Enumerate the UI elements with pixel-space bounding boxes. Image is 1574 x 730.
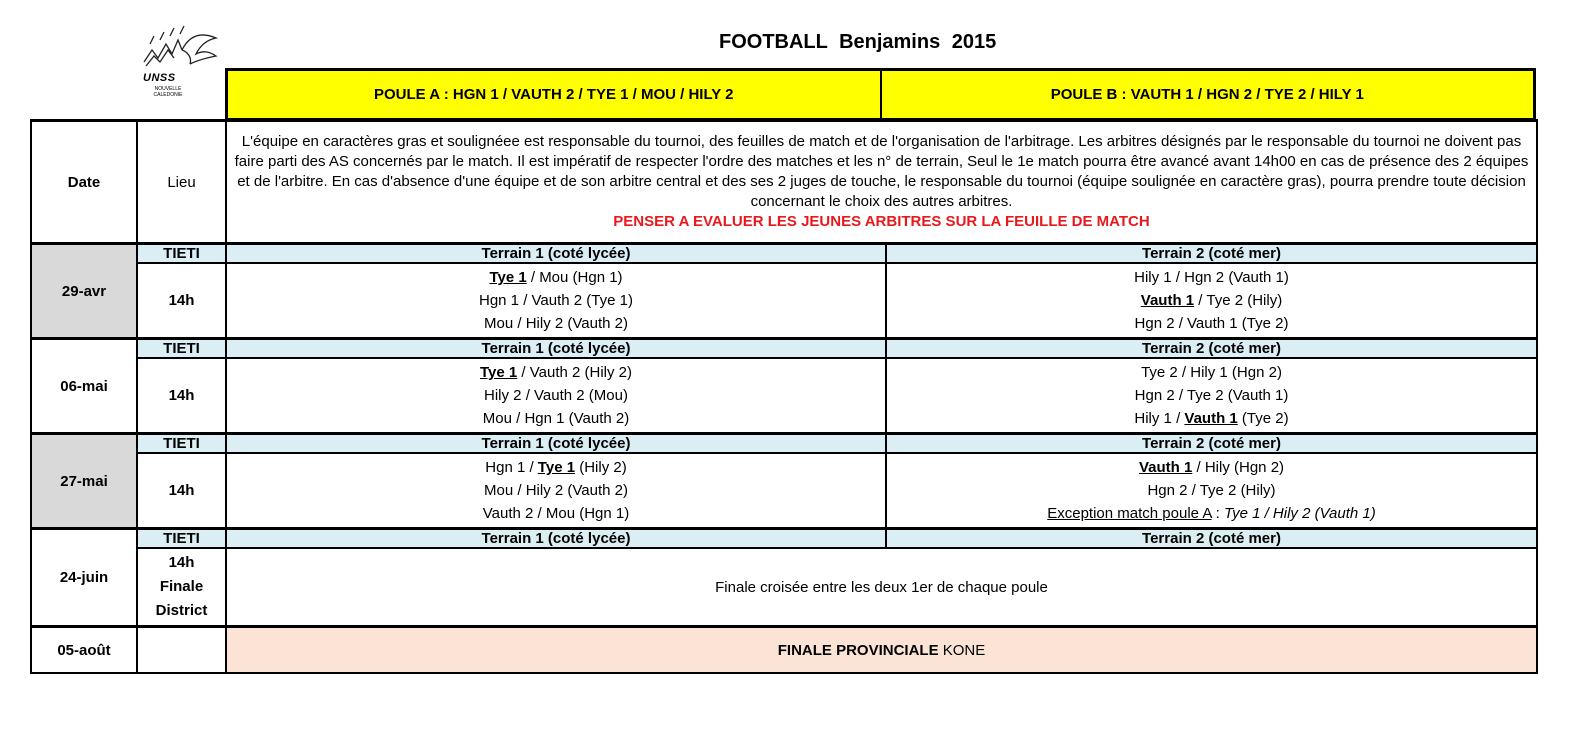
round-3-date: 27-mai [31,434,137,529]
poules-banner [225,68,1536,121]
round-2-lieu: TIETI [137,339,226,359]
date-header: Date [31,121,137,244]
match: Hily 2 / Vauth 2 (Mou) [484,387,628,404]
logo-text: UNSS [143,72,176,84]
round-3-terrain-row [31,434,1537,454]
schedule-table [30,119,1538,674]
round-1-terrain-2: Terrain 2 (coté mer) [886,244,1537,264]
district-lieu: TIETI [137,529,226,549]
district-time-label: 14h Finale District [137,548,226,627]
match: Mou / Hgn 1 (Vauth 2) [482,410,630,427]
round-2-terrain-1: Terrain 1 (coté lycée) [226,339,886,359]
match: Vauth 1 / Hily (Hgn 2) [1138,459,1285,476]
match: Hgn 2 / Tye 2 (Hily) [1147,482,1276,499]
round-2-terrain-2: Terrain 2 (coté mer) [886,339,1537,359]
round-3-terrain-2: Terrain 2 (coté mer) [886,434,1537,454]
match: Hgn 1 / Tye 1 (Hily 2) [485,459,627,476]
round-3-terrain-2-matches [886,453,1537,529]
round-1-terrain-row [31,244,1537,264]
match: Vauth 1 / Tye 2 (Hily) [1140,292,1283,309]
provinciale-date: 05-août [31,627,137,674]
round-1-time: 14h [137,263,226,339]
match: Hily 1 / Vauth 1 (Tye 2) [1134,410,1289,427]
district-description: Finale croisée entre les deux 1er de chaque poule [226,548,1537,627]
round-1-lieu: TIETI [137,244,226,264]
match: Vauth 2 / Mou (Hgn 1) [482,505,630,522]
round-1-terrain-1-matches [226,263,886,339]
referee-warning: PENSER A EVALUER LES JEUNES ARBITRES SUR LA FEUILLE DE MATCH [613,213,1150,230]
rules-paragraph: L'équipe en caractères gras et soulignéee est responsable du tournoi, des feuilles de match et de l'organisation de l'arbitrage. Les arbitres désignés par le responsable du tournoi ne doivent pas faire parti des AS concernés par le match. Il est impératif de respecter l'ordre des matches et les n° de terrain, Seul le 1e match pourra être avancé avant 14h00 en cas de présence des 2 équipes et de l'arbitre. En cas d'absence d'une équipe et de son arbitre central et des ses 2 juges de touche, le responsable du tournoi (équipe soulignée en caractère gras), pourra prendre toute décision concernant le choix des autres arbitres. [234,133,1529,210]
round-3-matches-row [31,453,1537,529]
match: Mou / Hily 2 (Vauth 2) [484,482,628,499]
round-2-date: 06-mai [31,339,137,434]
round-3-lieu: TIETI [137,434,226,454]
provinciale-row [31,627,1537,674]
match: Hgn 1 / Vauth 2 (Tye 1) [479,292,633,309]
round-3-time: 14h [137,453,226,529]
header-row [31,121,1537,244]
round-2-terrain-2-matches [886,358,1537,434]
match: Hgn 2 / Tye 2 (Vauth 1) [1134,387,1289,404]
rules-text [226,121,1537,244]
round-2-terrain-row [31,339,1537,359]
match: Tye 1 / Vauth 2 (Hily 2) [479,364,632,381]
round-1-date: 29-avr [31,244,137,339]
match: Hily 1 / Hgn 2 (Vauth 1) [1134,269,1289,286]
round-3-terrain-1: Terrain 1 (coté lycée) [226,434,886,454]
provinciale-lieu [137,627,226,674]
poule-a: POULE A : HGN 1 / VAUTH 2 / TYE 1 / MOU / HILY 2 [373,86,734,103]
round-1-terrain-2-matches [886,263,1537,339]
page-title: FOOTBALL Benjamins 2015 [719,31,997,53]
poule-b: POULE B : VAUTH 1 / HGN 2 / TYE 2 / HILY 1 [880,71,1534,118]
round-2-time: 14h [137,358,226,434]
district-date: 24-juin [31,529,137,627]
round-2-terrain-1-matches [226,358,886,434]
district-terrain-1: Terrain 1 (coté lycée) [226,529,886,549]
round-1-terrain-1: Terrain 1 (coté lycée) [226,244,886,264]
lieu-header: Lieu [137,121,226,244]
match: Mou / Hily 2 (Vauth 2) [484,315,628,332]
provinciale-final: FINALE PROVINCIALE KONE [226,627,1537,674]
exception-match: Exception match poule A : Tye 1 / Hily 2 (Vauth 1) [1047,505,1376,522]
district-row [31,548,1537,627]
district-terrain-2: Terrain 2 (coté mer) [886,529,1537,549]
logo-subtitle: NOUVELLE CALEDONIE [153,86,183,98]
round-2-matches-row [31,358,1537,434]
round-1-matches-row [31,263,1537,339]
round-3-terrain-1-matches [226,453,886,529]
match: Hgn 2 / Vauth 1 (Tye 2) [1134,315,1289,332]
district-terrain-row [31,529,1537,549]
match: Tye 2 / Hily 1 (Hgn 2) [1141,364,1282,381]
match: Tye 1 / Mou (Hgn 1) [489,269,623,286]
